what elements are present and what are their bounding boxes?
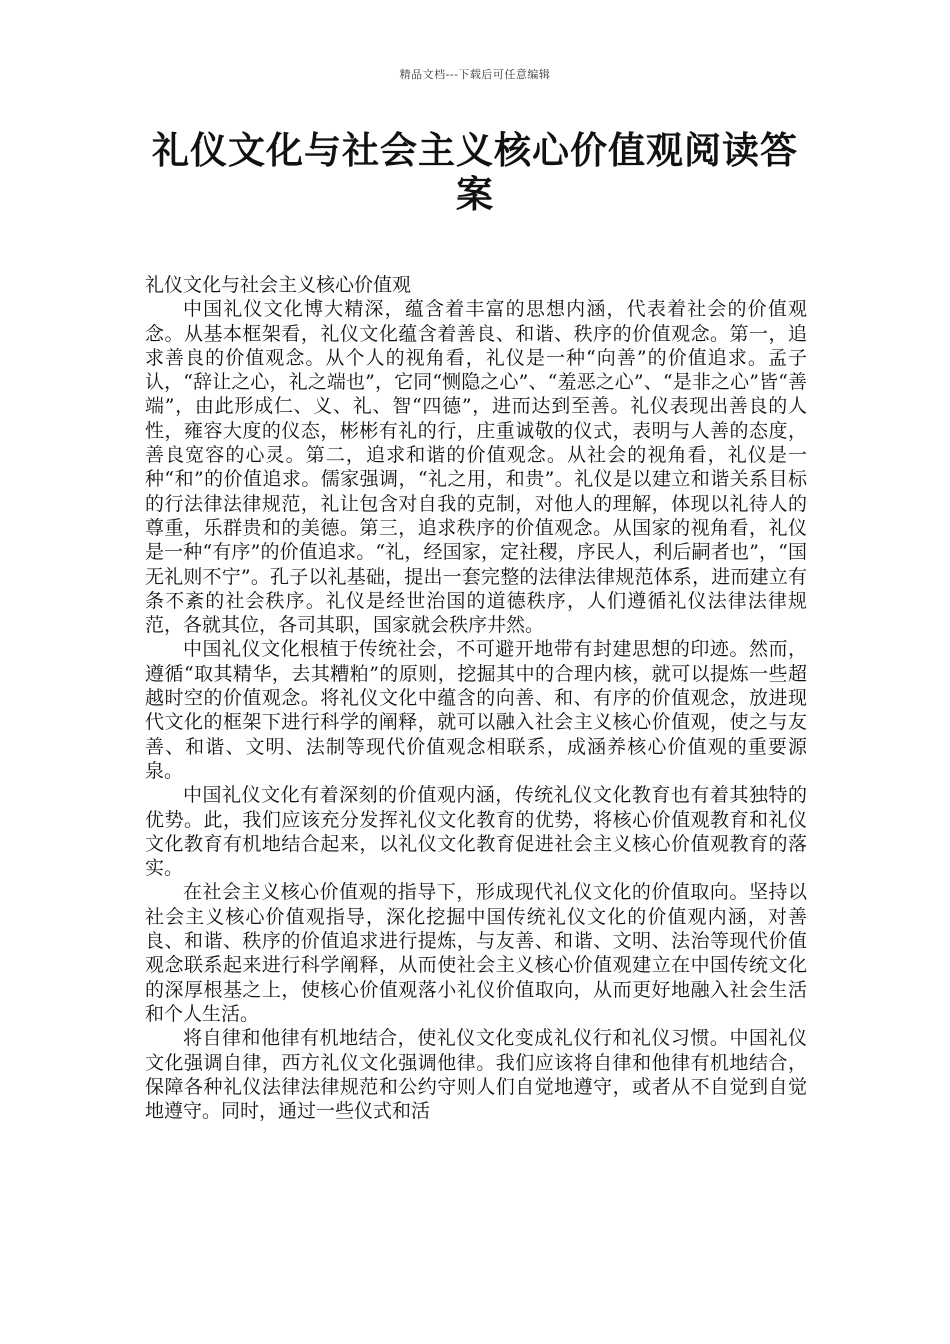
document-body [145, 273, 807, 1123]
paragraph: 中国礼仪文化有着深刻的价值观内涵，传统礼仪文化教育也有着其独特的优势。此，我们应该充分发挥礼仪文化教育的优势，将核心价值观教育和礼仪文化教育有机地结合起来，以礼仪文化教育促进社会主义核心价值观教育的落实。 [145, 784, 807, 880]
section-subtitle: 礼仪文化与社会主义核心价值观 [145, 274, 412, 296]
page-title: 礼仪文化与社会主义核心价值观阅读答案 [152, 128, 798, 216]
paragraph: 将自律和他律有机地结合，使礼仪文化变成礼仪行和礼仪习惯。中国礼仪文化强调自律，西方礼仪文化强调他律。我们应该将自律和他律有机地结合，保障各种礼仪法律法律规范和公约守则人们自觉地遵守，或者从不自觉到自觉地遵守。同时，通过一些仪式和活 [145, 1027, 807, 1123]
paragraph: 在社会主义核心价值观的指导下，形成现代礼仪文化的价值取向。坚持以社会主义核心价值观指导，深化挖掘中国传统礼仪文化的价值观内涵，对善良、和谐、秩序的价值追求进行提炼，与友善、和谐、文明、法治等现代价值观念联系起来进行科学阐释，从而使社会主义核心价值观建立在中国传统文化的深厚根基之上，使核心价值观落小礼仪价值取向，从而更好地融入社会生活和个人生活。 [145, 881, 807, 1025]
header-note: 精品文档---下载后可任意编辑 [399, 68, 551, 81]
paragraph: 中国礼仪文化根植于传统社会，不可避开地带有封建思想的印迹。然而，遵循“取其精华，去其糟粕”的原则，挖掘其中的合理内核，就可以提炼一些超越时空的价值观念。将礼仪文化中蕴含的向善、和、有序的价值观念，放进现代文化的框架下进行科学的阐释，就可以融入社会主义核心价值观，使之与友善、和谐、文明、法制等现代价值观念相联系，成涵养核心价值观的重要源泉。 [145, 638, 807, 782]
paragraph: 中国礼仪文化博大精深，蕴含着丰富的思想内涵，代表着社会的价值观念。从基本框架看，礼仪文化蕴含着善良、和谐、秩序的价值观念。第一，追求善良的价值观念。从个人的视角看，礼仪是一种“向善”的价值追求。孟子认，“辞让之心，礼之端也”，它同“恻隐之心”、“羞恶之心”、“是非之心”皆“善端”，由此形成仁、义、礼、智“四德”，进而达到至善。礼仪表现出善良的人性，雍容大度的仪态，彬彬有礼的行，庄重诚敬的仪式，表明与人善的态度，善良宽容的心灵。第二，追求和谐的价值观念。从社会的视角看，礼仪是一种“和”的价值追求。儒家强调，“礼之用，和贵”。礼仪是以建立和谐关系目标的行法律法律规范，礼让包含对自我的克制，对他人的理解，体现以礼待人的尊重，乐群贵和的美德。第三，追求秩序的价值观念。从国家的视角看，礼仪是一种“有序”的价值追求。“礼，经国家，定社稷，序民人，利后嗣者也”，“国无礼则不宁”。孔子以礼基础，提出一套完整的法律法律规范体系，进而建立有条不紊的社会秩序。礼仪是经世治国的道德秩序，人们遵循礼仪法律法律规范，各就其位，各司其职，国家就会秩序井然。 [145, 298, 807, 637]
